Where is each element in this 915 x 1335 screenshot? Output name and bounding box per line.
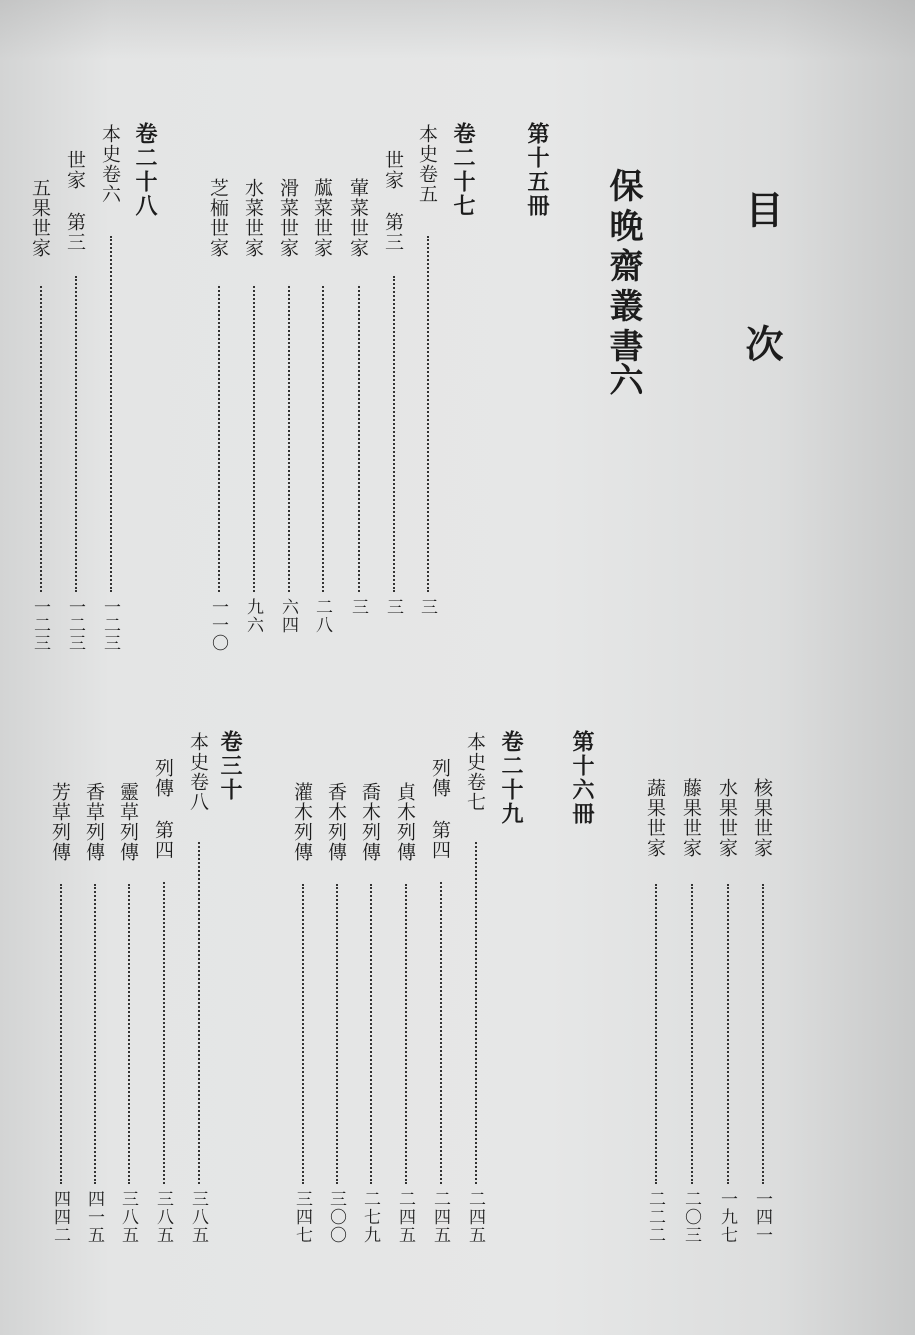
toc-page-number: 四四二: [50, 1190, 70, 1244]
leader-dots: [110, 236, 112, 592]
leader-dots: [336, 884, 338, 1184]
toc-entry-title: 五果世家: [29, 178, 51, 258]
toc-page-number: 一四一: [752, 1190, 772, 1244]
toc-entry-title: 葷菜世家: [347, 178, 369, 258]
toc-page-number: 六四: [278, 598, 298, 634]
toc-entry-title: 本史卷七: [464, 732, 486, 812]
toc-page-number: 三〇〇: [326, 1190, 346, 1244]
leader-dots: [128, 884, 130, 1184]
leader-dots: [288, 286, 290, 592]
leader-dots: [60, 884, 62, 1184]
leader-dots: [302, 884, 304, 1184]
toc-entry-title: 本史卷五: [416, 124, 438, 204]
toc-page-number: 一一〇: [208, 598, 228, 652]
toc-entry-title: 香木列傳: [325, 782, 347, 862]
toc-entry-title: 喬木列傳: [359, 782, 381, 862]
toc-page-number: 一二三: [100, 598, 120, 652]
leader-dots: [163, 882, 165, 1184]
toc-entry-part: 第四: [152, 820, 174, 860]
toc-entry-part: 第四: [429, 820, 451, 860]
juan-29-label: 卷二十九: [498, 730, 524, 826]
toc-page-number: 一九七: [717, 1190, 737, 1244]
leader-dots: [691, 884, 693, 1184]
toc-page-number: 三四七: [292, 1190, 312, 1244]
leader-dots: [655, 884, 657, 1184]
toc-page-number: 三八五: [188, 1190, 208, 1244]
toc-page-number: 一二三: [30, 598, 50, 652]
leader-dots: [322, 286, 324, 592]
toc-entry-title: 灌木列傳: [291, 782, 313, 862]
leader-dots: [198, 842, 200, 1184]
toc-page-number: 三八五: [118, 1190, 138, 1244]
juan-30-label: 卷三十: [217, 730, 243, 802]
toc-page-number: 三八五: [153, 1190, 173, 1244]
toc-entry-title: 芝栭世家: [207, 178, 229, 258]
juan-28-label: 卷二十八: [132, 122, 158, 218]
leader-dots: [393, 276, 395, 592]
leader-dots: [218, 286, 220, 592]
page-title: 目次: [739, 190, 784, 458]
toc-page-number: 九六: [243, 598, 263, 634]
series-number: 六: [603, 362, 643, 402]
series-title: 保晚齋叢書: [603, 168, 643, 368]
leader-dots: [40, 286, 42, 592]
toc-entry-title: 水菜世家: [242, 178, 264, 258]
leader-dots: [427, 236, 429, 592]
leader-dots: [475, 842, 477, 1184]
volume-15-label: 第十五冊: [524, 122, 550, 218]
toc-page-number: 二四五: [395, 1190, 415, 1244]
toc-entry-title: 核果世家: [751, 778, 773, 858]
toc-entry-part: 第三: [382, 212, 404, 252]
toc-entry-title: 水果世家: [716, 778, 738, 858]
toc-page-number: 三: [383, 598, 403, 616]
leader-dots: [358, 286, 360, 592]
toc-entry-title: 芳草列傳: [49, 782, 71, 862]
toc-entry-title: 世家: [382, 150, 404, 190]
volume-16-label: 第十六冊: [569, 730, 595, 826]
toc-page-number: 二四五: [465, 1190, 485, 1244]
toc-page-number: 二〇三: [681, 1190, 701, 1244]
toc-entry-title: 世家: [64, 150, 86, 190]
leader-dots: [370, 884, 372, 1184]
toc-entry-title: 滑菜世家: [277, 178, 299, 258]
leader-dots: [94, 884, 96, 1184]
toc-entry-title: 蔬果世家: [644, 778, 666, 858]
toc-entry-title: 貞木列傳: [394, 782, 416, 862]
leader-dots: [405, 884, 407, 1184]
toc-entry-title: 列傳: [429, 758, 451, 798]
toc-page-number: 三: [348, 598, 368, 616]
toc-page-number: 二八: [312, 598, 332, 634]
toc-entry-title: 本史卷六: [99, 124, 121, 204]
toc-entry-title: 蓏菜世家: [311, 178, 333, 258]
toc-entry-title: 靈草列傳: [117, 782, 139, 862]
toc-page-number: 三: [417, 598, 437, 616]
juan-27-label: 卷二十七: [450, 122, 476, 218]
toc-page-number: 二七九: [360, 1190, 380, 1244]
leader-dots: [440, 882, 442, 1184]
toc-entry-part: 第三: [64, 212, 86, 252]
toc-page-number: 二四五: [430, 1190, 450, 1244]
toc-page-number: 二二二: [645, 1190, 665, 1244]
leader-dots: [727, 884, 729, 1184]
toc-entry-title: 本史卷八: [187, 732, 209, 812]
leader-dots: [762, 884, 764, 1184]
leader-dots: [75, 276, 77, 592]
toc-entry-title: 藤果世家: [680, 778, 702, 858]
toc-entry-title: 列傳: [152, 758, 174, 798]
toc-page-number: 一二三: [65, 598, 85, 652]
leader-dots: [253, 286, 255, 592]
toc-page-number: 四一五: [84, 1190, 104, 1244]
toc-entry-title: 香草列傳: [83, 782, 105, 862]
